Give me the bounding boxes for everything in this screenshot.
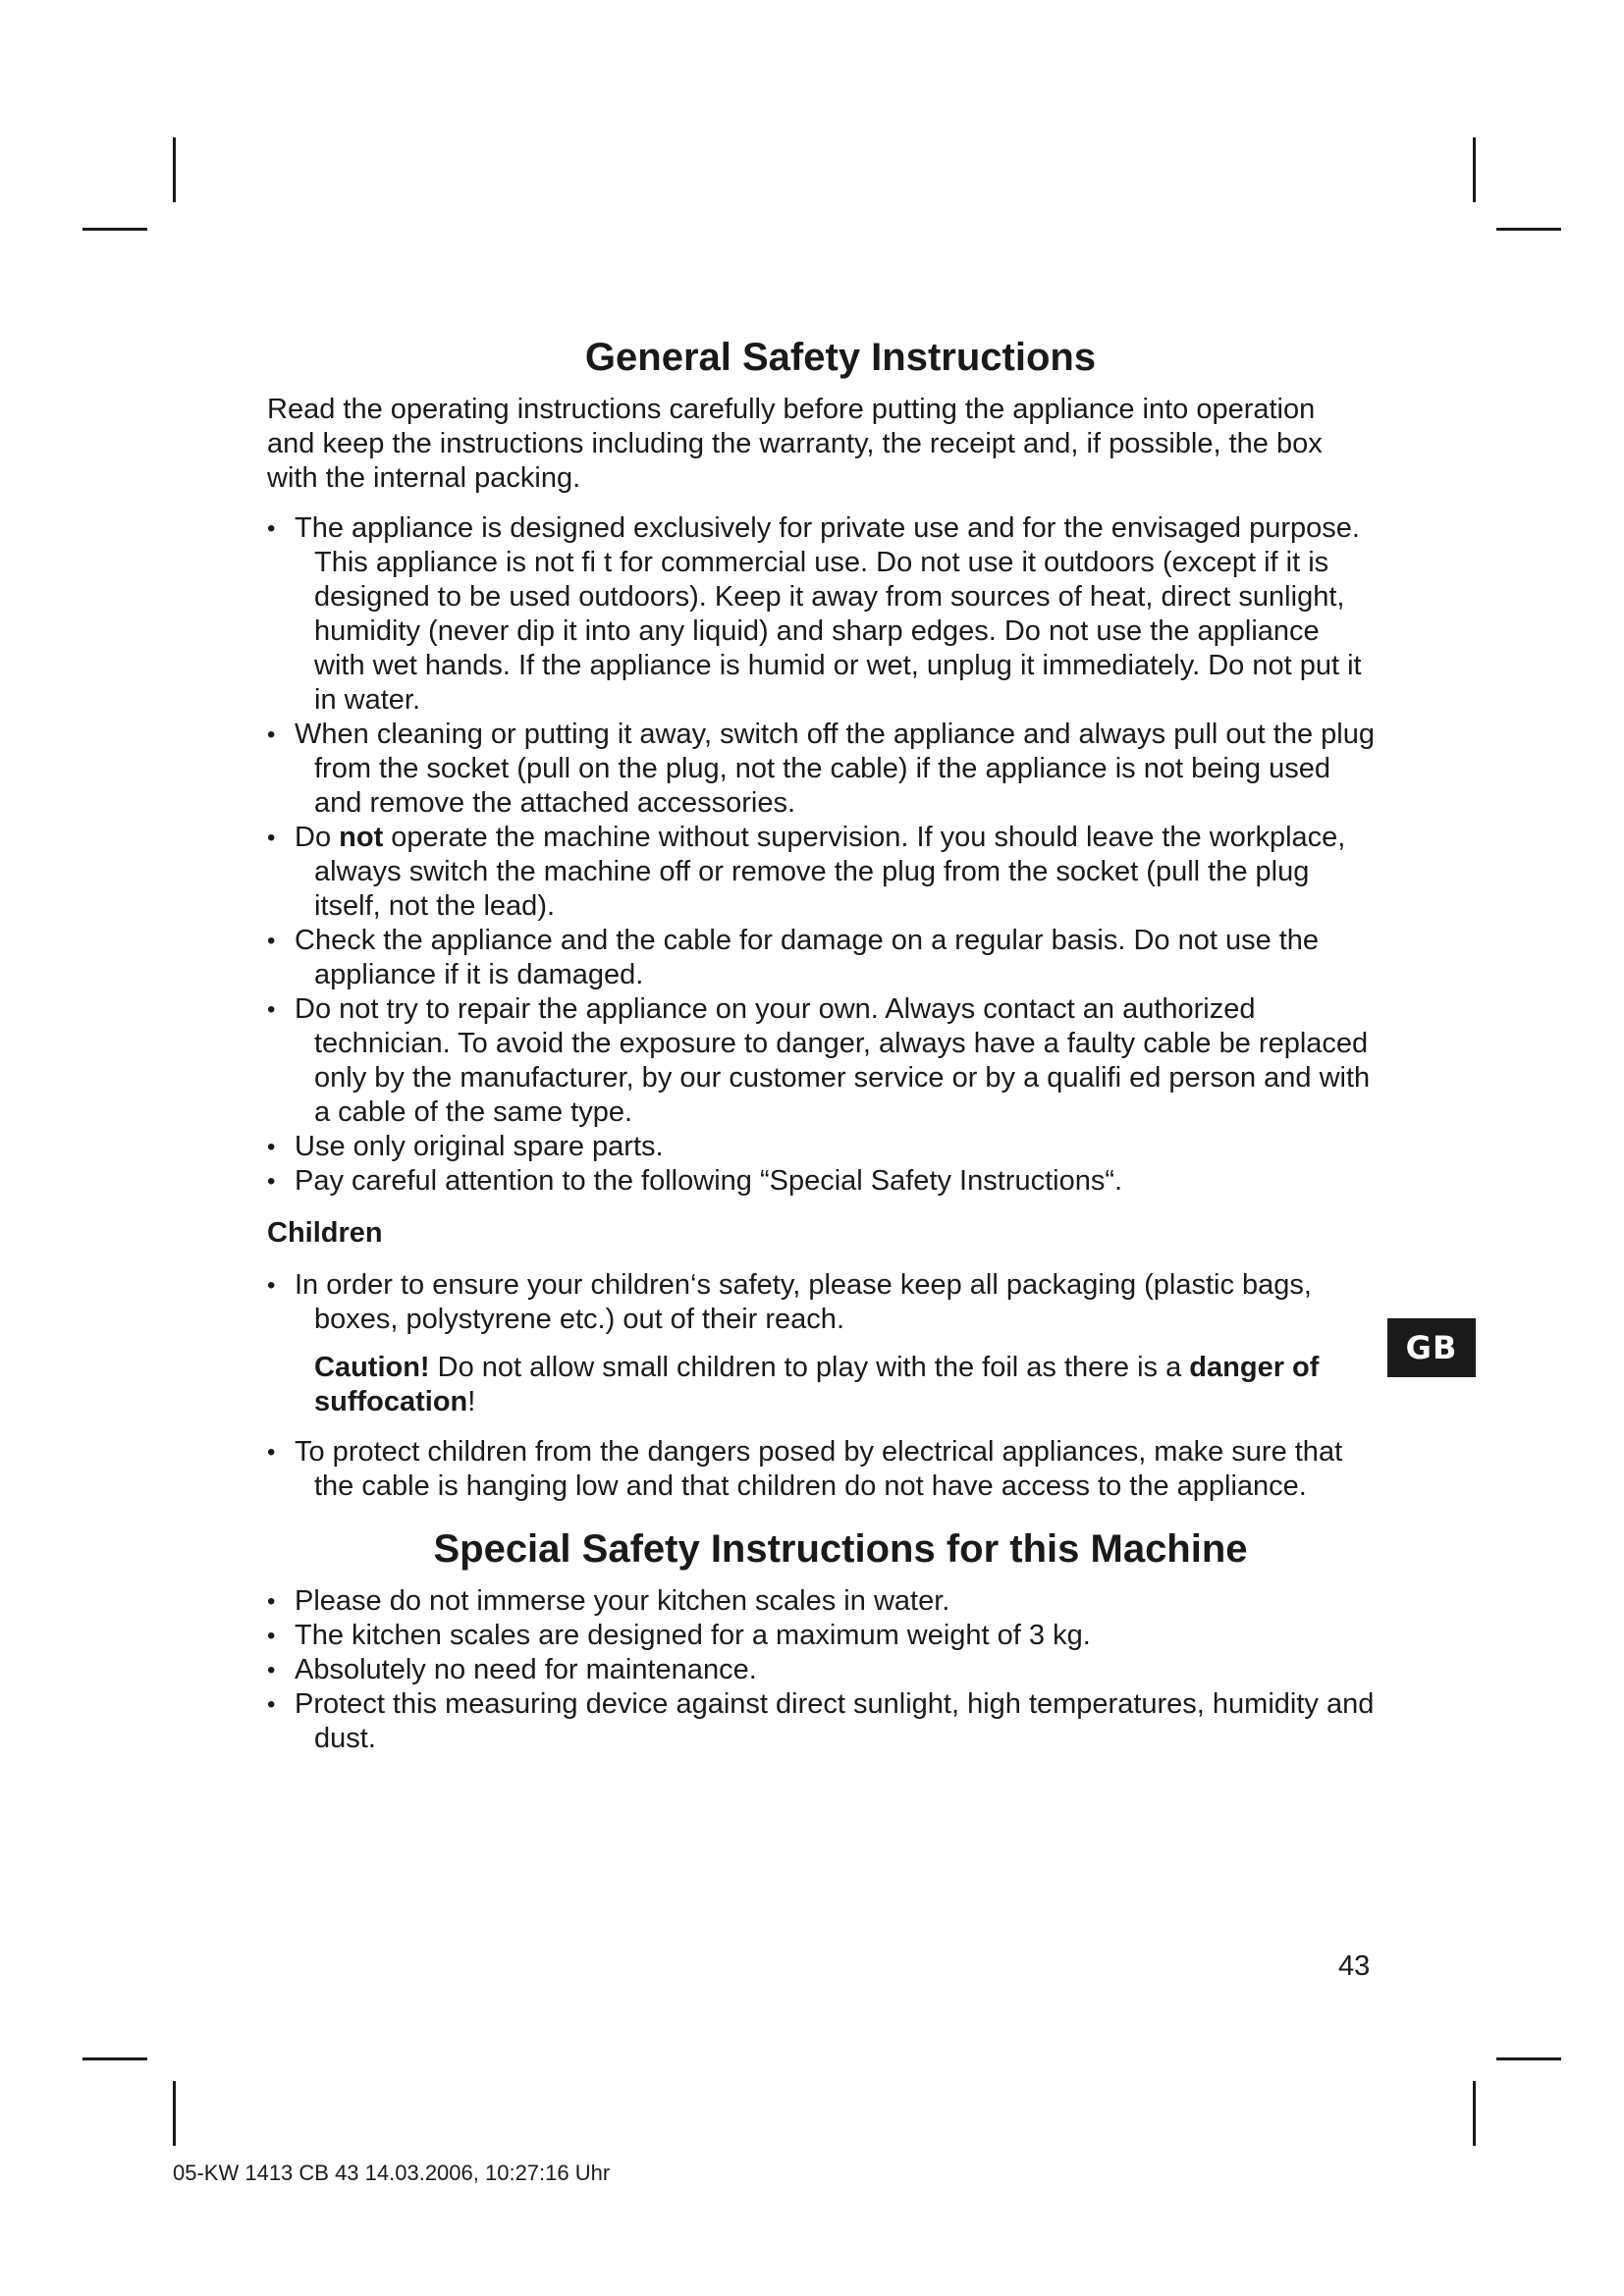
children-list-2 <box>267 1435 1375 1504</box>
emphasis-not: not <box>339 822 384 853</box>
caution-label: Caution! <box>314 1352 430 1383</box>
crop-mark <box>82 228 147 231</box>
list-item <box>267 821 1375 924</box>
general-safety-list <box>267 511 1375 1199</box>
crop-mark <box>82 2057 147 2060</box>
page-content <box>267 334 1375 1756</box>
list-item: • To protect children from the dangers posed by electrical appliances, make sure that the cable is hanging low and that children do not have access to the appliance. <box>267 1435 1375 1504</box>
list-item: • Please do not immerse your kitchen scales in water. <box>267 1584 1375 1619</box>
list-item: • Do not try to repair the appliance on your own. Always contact an authorized technician. To avoid the exposure to danger, always have a faulty cable be replaced only by the manufacturer, by our customer service or by a qualifi ed person and with a cable of the same type. <box>267 992 1375 1130</box>
caution-danger: danger of suffocation <box>314 1352 1320 1417</box>
page-number: 43 <box>1338 1950 1371 1982</box>
list-item: • Pay careful attention to the following “Special Safety Instructions“. <box>267 1164 1375 1199</box>
crop-mark <box>173 2081 176 2146</box>
section-title-general: General Safety Instructions <box>584 336 1097 379</box>
list-item: • Absolutely no need for maintenance. <box>267 1653 1375 1687</box>
list-item: • The kitchen scales are designed for a maximum weight of 3 kg. <box>267 1619 1375 1653</box>
list-item-text: Do <box>295 822 340 853</box>
caution-note <box>267 1351 1375 1419</box>
list-item: • The appliance is designed exclusively for private use and for the envisaged purpose. This appliance is not fi t for commercial use. Do not use it outdoors (except if it is designed to be used outdoors). Keep it away from sources of heat, direct sunlight, humidity (never dip it into any liquid) and sharp edges. Do not use the appliance with wet hands. If the appliance is humid or wet, unplug it immediately. Do not put it in water. <box>267 511 1375 718</box>
special-safety-list <box>267 1584 1375 1756</box>
list-item: • In order to ensure your children‘s safety, please keep all packaging (plastic bags, boxes, polystyrene etc.) out of their reach. <box>267 1268 1375 1337</box>
list-item: • When cleaning or putting it away, switch off the appliance and always pull out the plug from the socket (pull on the plug, not the cable) if the appliance is not being used and remove the attached accessories. <box>267 718 1375 821</box>
list-item: • Use only original spare parts. <box>267 1130 1375 1164</box>
intro-paragraph: Read the operating instructions carefully before putting the appliance into operation and keep the instructions including the warranty, the receipt and, if possible, the box with the internal packing. <box>267 394 1323 494</box>
section-title-special: Special Safety Instructions for this Machine <box>433 1527 1248 1571</box>
list-item: • Protect this measuring device against direct sunlight, high temperatures, humidity and dust. <box>267 1687 1375 1756</box>
list-item: • Check the appliance and the cable for damage on a regular basis. Do not use the appliance if it is damaged. <box>267 924 1375 992</box>
children-heading: Children <box>267 1217 383 1249</box>
crop-mark <box>1473 2081 1476 2146</box>
crop-mark <box>1496 228 1561 231</box>
caution-end: ! <box>467 1386 476 1417</box>
list-item-text: operate the machine without supervision. If you should leave the workplace, always switch the machine off or remove the plug from the socket (pull the plug itself, not the lead). <box>314 822 1346 922</box>
crop-mark <box>1473 137 1476 202</box>
language-tab-gb: GB <box>1387 1318 1476 1377</box>
crop-mark <box>1496 2057 1561 2060</box>
crop-mark <box>173 137 176 202</box>
children-list <box>267 1268 1375 1337</box>
caution-text: Do not allow small children to play with the foil as there is a <box>429 1352 1190 1383</box>
print-footer: 05-KW 1413 CB 43 14.03.2006, 10:27:16 Uhr <box>173 2161 611 2185</box>
